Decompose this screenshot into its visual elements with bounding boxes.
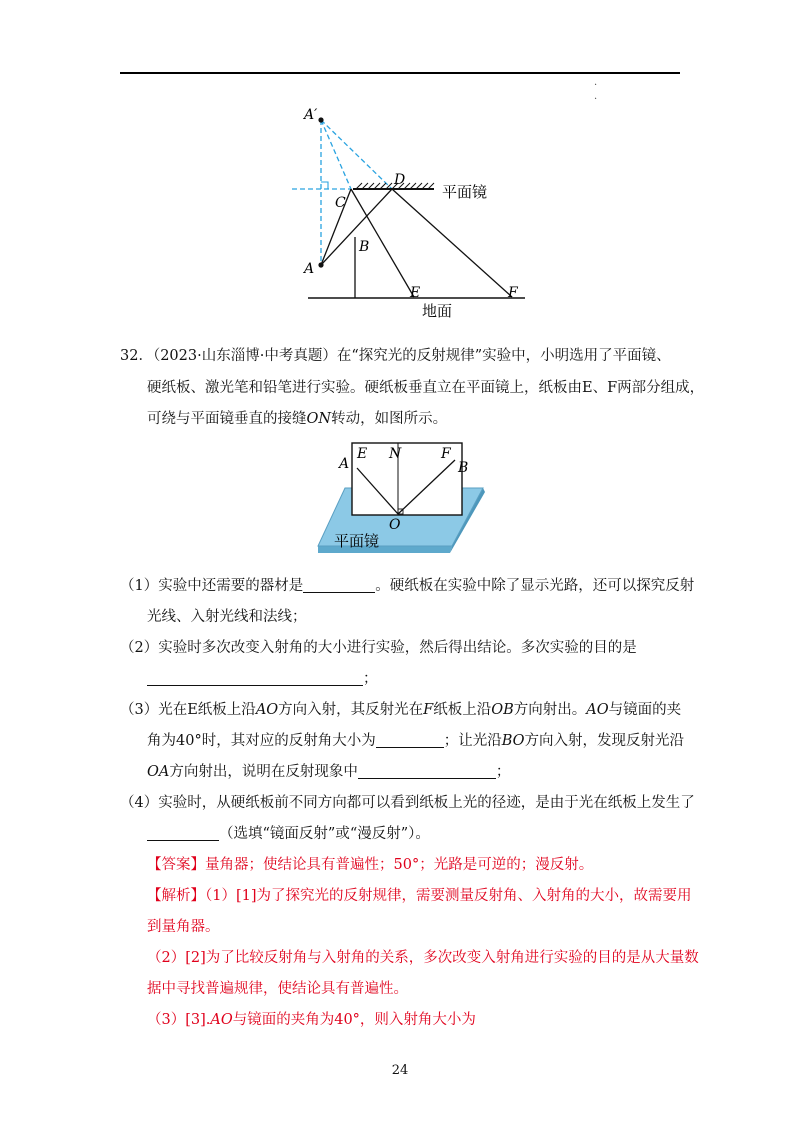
part-3-line-3: OA方向射出，说明在反射现象中 ； — [147, 764, 511, 780]
question-line-3: 可绕与平面镜垂直的接缝ON转动，如图所示。 — [147, 411, 448, 427]
part-3-line-2: 角为40°时，其对应的反射角大小为 ；让光沿BO方向入射，发现反射光沿 — [147, 733, 685, 749]
analysis-tag: 【解析】 — [147, 888, 205, 904]
label-a-prime: A′ — [304, 107, 318, 123]
part-4-line-1: （4）实验时，从硬纸板前不同方向都可以看到纸板上光的径迹，是由于光在纸板上发生了 — [120, 795, 695, 811]
label-n: N — [389, 446, 402, 462]
point-a — [318, 262, 323, 267]
label-a: A — [304, 261, 315, 277]
label-d: D — [394, 172, 406, 188]
question-line-1: 32．（2023·山东淄博·中考真题）在“探究光的反射规律”实验中，小明选用了平面镜、 — [120, 348, 671, 364]
answer-tag: 【答案】 — [147, 857, 205, 873]
analysis-line-5: （3）[3].AO与镜面的夹角为40°，则入射角大小为 — [147, 1012, 476, 1028]
label-f: F — [508, 285, 518, 301]
analysis-line-4: 据中寻找普遍规律，使结论具有普遍性。 — [147, 981, 408, 997]
question-number: 32． — [120, 348, 153, 364]
question-line-2: 硬纸板、激光笔和铅笔进行实验。硬纸板垂直立在平面镜上，纸板由E、F两部分组成， — [147, 380, 705, 396]
decor-dot: · — [594, 80, 598, 91]
part-1-line-2: 光线、入射光线和法线； — [147, 609, 307, 625]
dashed-a-prime-c — [321, 120, 351, 189]
ray-d-to-f — [392, 189, 512, 297]
label-mirror: 平面镜 — [334, 532, 380, 550]
dashed-a-prime-d — [321, 120, 392, 189]
decor-dot: · — [594, 94, 598, 105]
answer-blank-4[interactable] — [358, 764, 496, 779]
part-4-line-2: （选填“镜面反射”或“漫反射”）。 — [147, 824, 430, 844]
point-a-prime — [318, 117, 323, 122]
label-e: E — [410, 285, 421, 301]
label-e: E — [357, 446, 368, 462]
part-1-line-1: （1）实验中还需要的器材是 。硬纸板在实验中除了显示光路，还可以探究反射 — [120, 578, 695, 594]
label-o: O — [389, 517, 401, 533]
part-2-line-1: （2）实验时多次改变入射角的大小进行实验，然后得出结论。多次实验的目的是 — [120, 640, 637, 656]
answer-blank-3[interactable] — [376, 733, 444, 748]
hardboard-mirror-diagram — [315, 438, 500, 558]
analysis-line-2: 到量角器。 — [147, 919, 220, 935]
question-source: （2023·山东淄博·中考真题） — [152, 348, 337, 364]
answer-blank-1[interactable] — [303, 578, 375, 593]
answer-blank-5[interactable] — [147, 826, 219, 841]
header-rule — [120, 72, 680, 74]
label-b: B — [458, 460, 469, 476]
right-angle-mark — [321, 182, 328, 189]
part-2-line-2: ； — [147, 669, 378, 689]
part-3-line-1: （3）光在E纸板上沿AO方向入射，其反射光在F纸板上沿OB方向射出。AO与镜面的夹 — [120, 702, 682, 718]
page-number: 24 — [391, 1063, 409, 1078]
label-b: B — [359, 239, 370, 255]
analysis-line-3: （2）[2]为了比较反射角与入射角的关系，多次改变入射角进行实验的目的是从大量数 — [147, 950, 699, 966]
answer-line: 【答案】量角器；使结论具有普遍性；50°；光路是可逆的；漫反射。 — [147, 857, 594, 873]
label-ground: 地面 — [422, 302, 453, 320]
label-a: A — [339, 456, 350, 472]
answer-blank-2[interactable] — [147, 671, 363, 686]
ray-a-to-d — [321, 189, 392, 265]
label-mirror: 平面镜 — [442, 183, 488, 201]
label-c: C — [335, 195, 346, 211]
analysis-line-1: 【解析】（1）[1]为了探究光的反射规律，需要测量反射角、入射角的大小，故需要用 — [147, 888, 692, 904]
label-f: F — [441, 446, 451, 462]
mirror-reflection-diagram — [290, 105, 530, 330]
